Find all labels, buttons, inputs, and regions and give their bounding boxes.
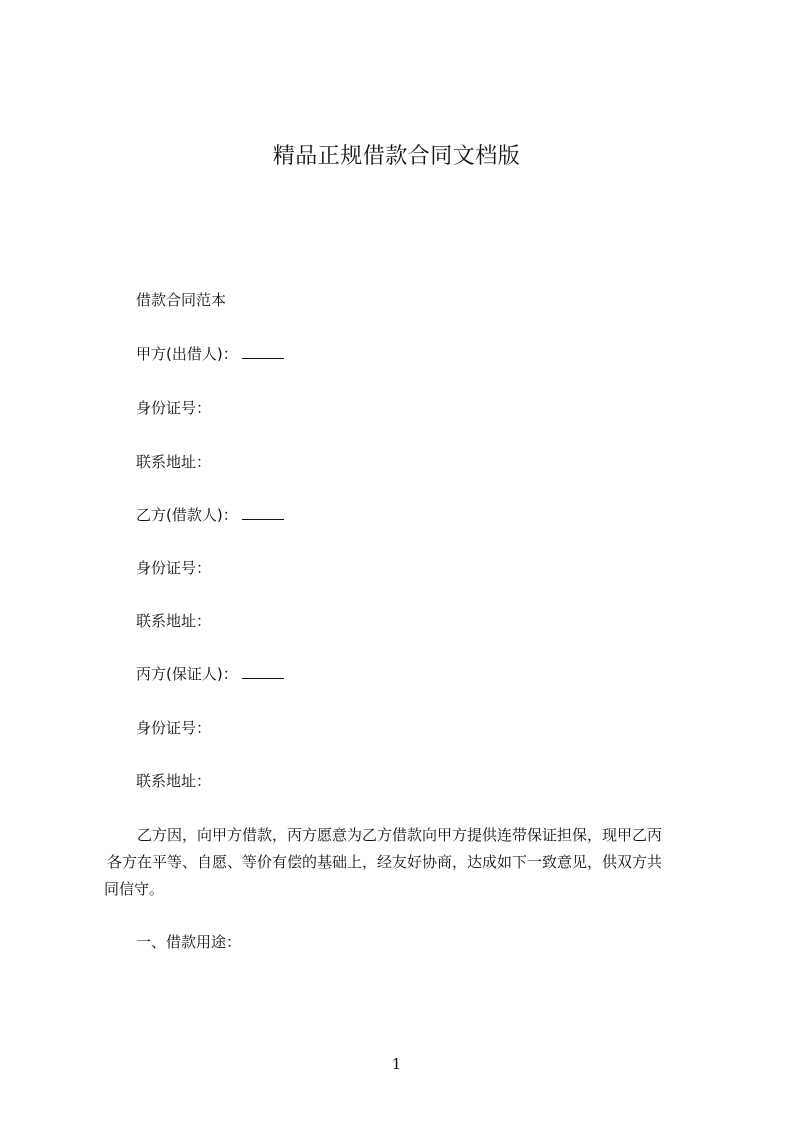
party-b-label: 乙方(借款人)： xyxy=(136,506,238,524)
section-heading-loan-purpose: 一、借款用途： xyxy=(136,933,242,951)
party-c-blank xyxy=(242,664,284,679)
party-a-label: 甲方(出借人)： xyxy=(136,345,238,363)
paragraph-line: 同信守。 xyxy=(104,880,165,898)
party-b-line xyxy=(136,504,284,526)
agreement-paragraph xyxy=(104,822,698,903)
party-c-label: 丙方(保证人)： xyxy=(136,665,238,683)
party-a-address-label: 联系地址： xyxy=(136,453,212,471)
document-title: 精品正规借款合同文档版 xyxy=(272,144,521,169)
party-b-blank xyxy=(242,505,284,520)
party-b-address-label: 联系地址： xyxy=(136,612,212,630)
page-number: 1 xyxy=(391,1055,402,1073)
party-a-blank xyxy=(242,344,284,359)
party-c-line xyxy=(136,663,284,685)
party-c-address-label: 联系地址： xyxy=(136,772,212,790)
paragraph-line: 乙方因，向甲方借款，丙方愿意为乙方借款向甲方提供连带保证担保，现甲乙丙 xyxy=(137,826,663,844)
contract-template-label: 借款合同范本 xyxy=(136,291,227,309)
party-b-id-label: 身份证号： xyxy=(136,559,212,577)
party-a-line xyxy=(136,343,284,365)
party-a-id-label: 身份证号： xyxy=(136,399,212,417)
paragraph-line: 各方在平等、自愿、等价有偿的基础上，经友好协商，达成如下一致意见，供双方共 xyxy=(107,853,663,871)
party-c-id-label: 身份证号： xyxy=(136,719,212,737)
